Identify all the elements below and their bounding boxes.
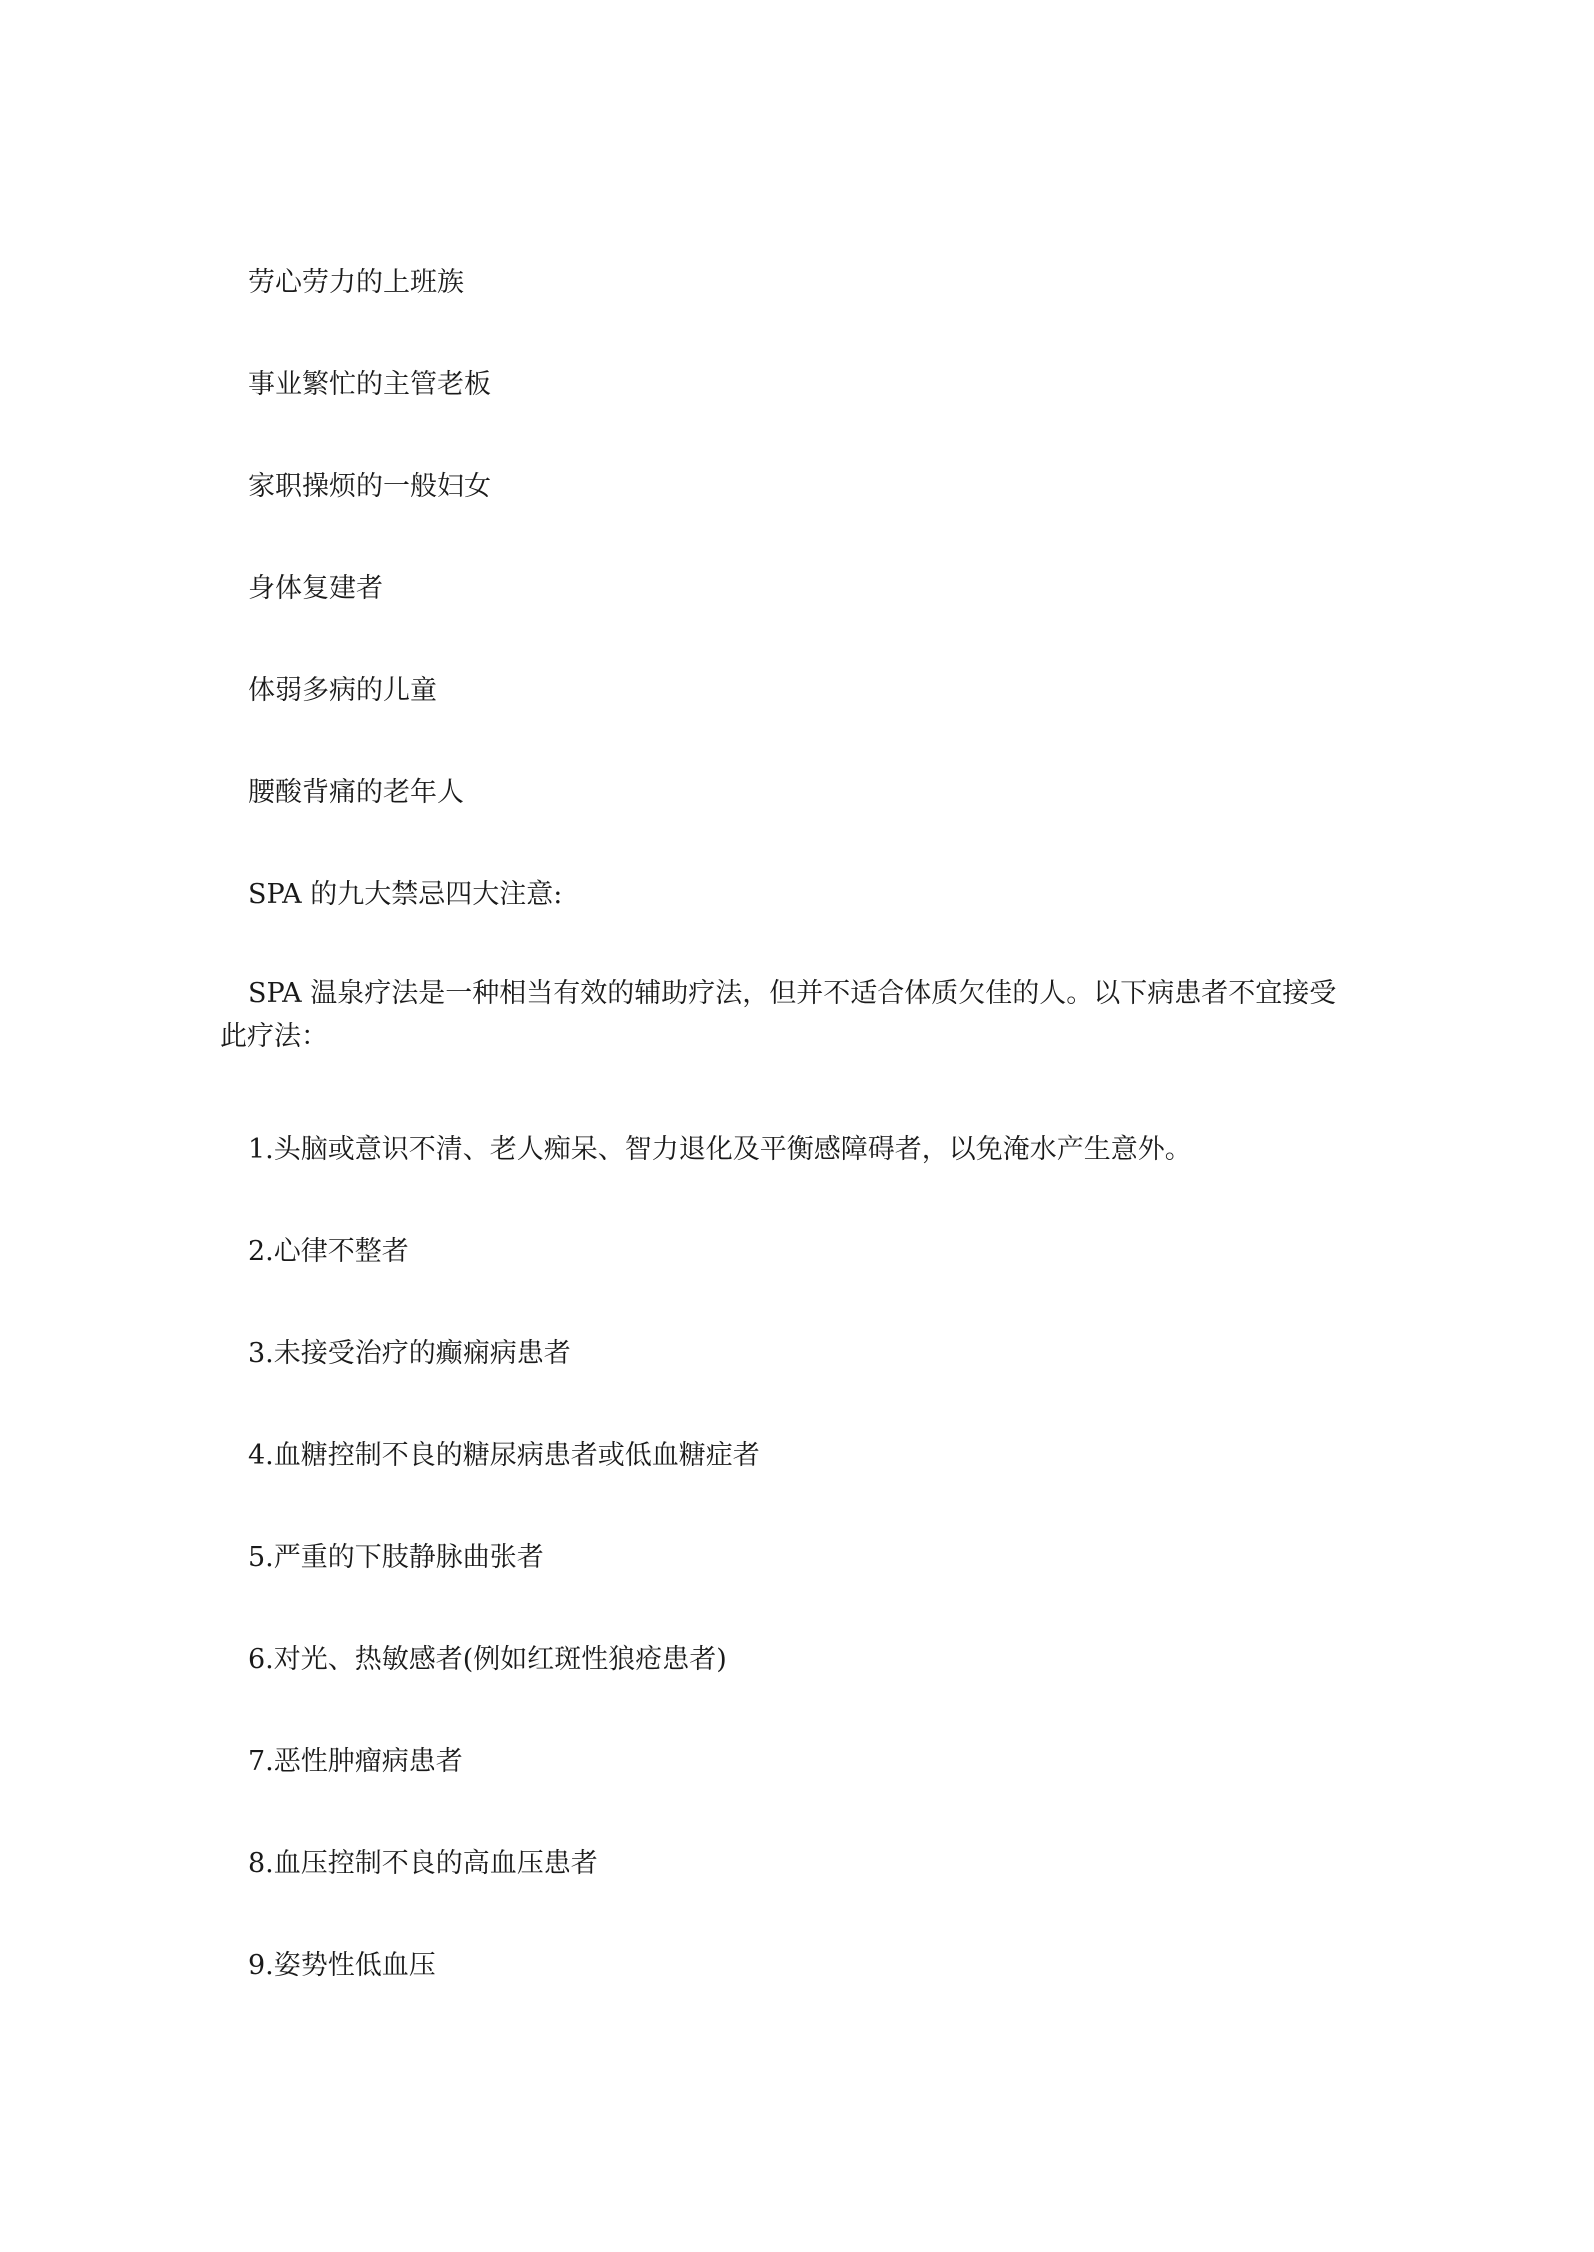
list-item-9: 9.姿势性低血压 <box>248 1950 436 1981</box>
paragraph-housewives: 家职操烦的一般妇女 <box>248 471 491 502</box>
paragraph-rehabilitation: 身体复建者 <box>248 573 383 604</box>
list-item-3: 3.未接受治疗的癫痫病患者 <box>248 1338 571 1369</box>
list-item-4: 4.血糖控制不良的糖尿病患者或低血糖症者 <box>248 1440 760 1471</box>
list-item-7: 7.恶性肿瘤病患者 <box>248 1746 463 1777</box>
paragraph-busy-managers: 事业繁忙的主管老板 <box>248 369 491 400</box>
paragraph-office-workers: 劳心劳力的上班族 <box>248 267 464 298</box>
list-item-5: 5.严重的下肢静脉曲张者 <box>248 1542 544 1573</box>
paragraph-elderly-backache: 腰酸背痛的老年人 <box>248 777 464 808</box>
paragraph-weak-children: 体弱多病的儿童 <box>248 675 437 706</box>
list-item-6: 6.对光、热敏感者(例如红斑性狼疮患者) <box>248 1644 727 1675</box>
paragraph-spa-taboos-heading: SPA 的九大禁忌四大注意: <box>248 879 563 910</box>
list-item-8: 8.血压控制不良的高血压患者 <box>248 1848 598 1879</box>
list-item-1: 1.头脑或意识不清、老人痴呆、智力退化及平衡感障碍者，以免淹水产生意外。 <box>248 1134 1192 1165</box>
paragraph-spa-intro: SPA 温泉疗法是一种相当有效的辅助疗法，但并不适合体质欠佳的人。以下病患者不宜接受此疗法： <box>220 978 1337 1052</box>
list-item-2: 2.心律不整者 <box>248 1236 409 1267</box>
